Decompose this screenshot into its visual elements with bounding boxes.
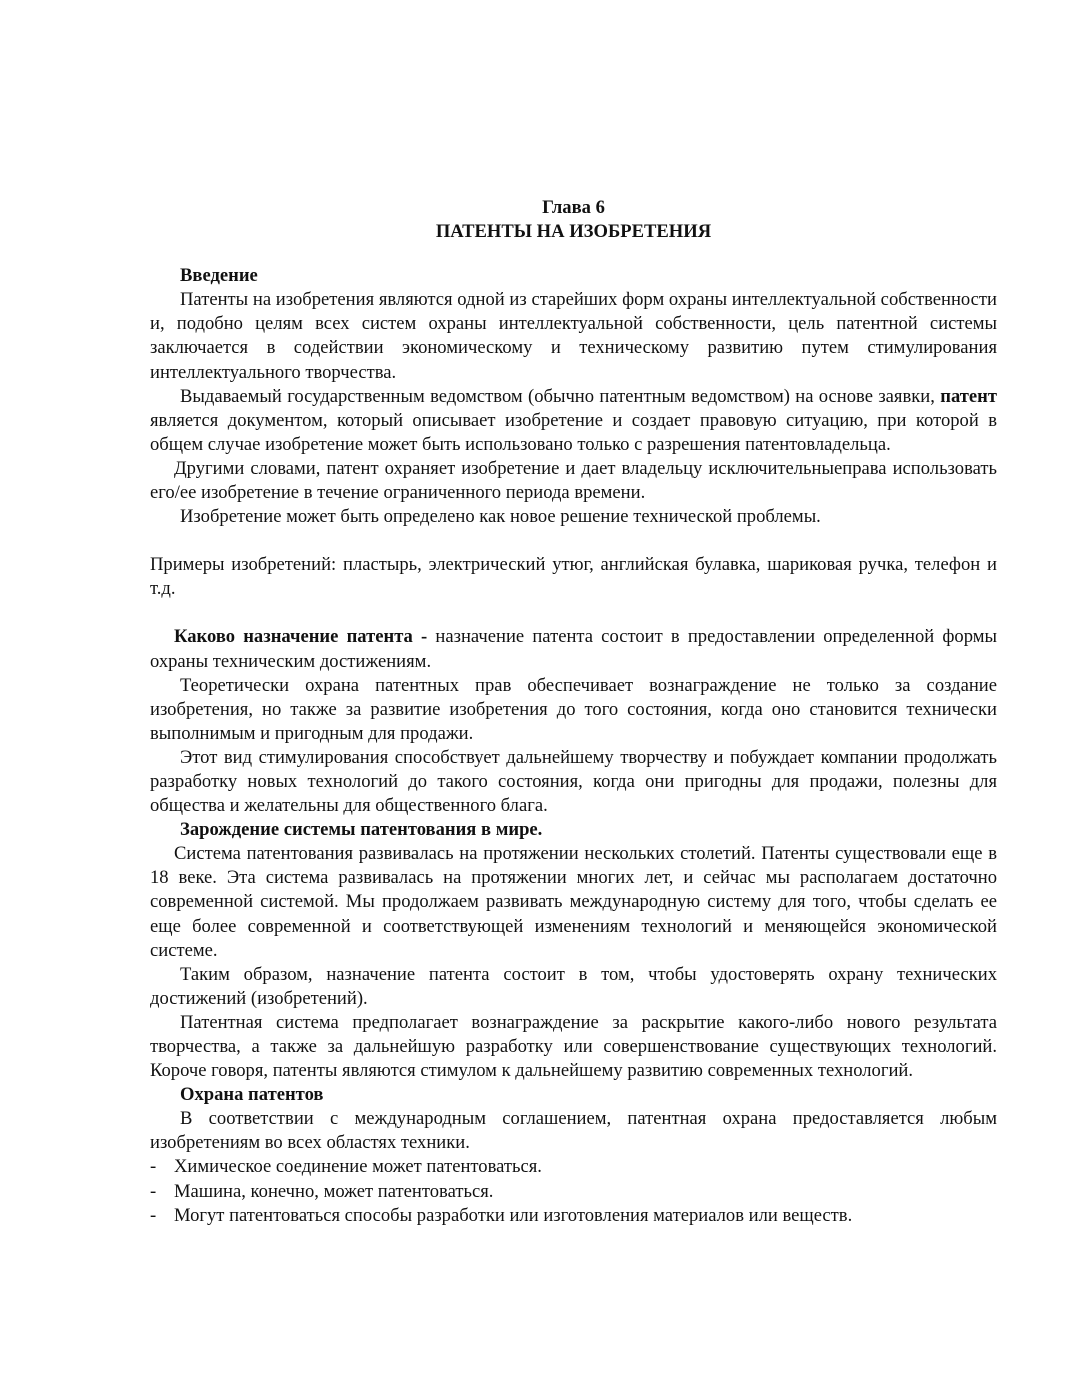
list-item	[150, 1204, 997, 1228]
chapter-title: ПАТЕНТЫ НА ИЗОБРЕТЕНИЯ	[435, 221, 712, 243]
paragraph	[150, 385, 997, 457]
paragraph: Таким образом, назначение патента состоит в том, чтобы удостоверять охрану технических достижений (изобретений).	[150, 963, 997, 1009]
list-item-text: Химическое соединение может патентоваться.	[174, 1156, 542, 1178]
chapter-number: Глава 6	[542, 197, 605, 218]
text-span: Выдаваемый государственным ведомством (обычно патентным ведомством) на основе заявки,	[180, 385, 941, 407]
paragraph	[150, 625, 997, 673]
text-span: является документом, который описывает изобретение и создает правовую ситуацию, при которой в общем случае изобретение может быть использовано только с разрешения патентовладельца.	[150, 409, 997, 455]
list-item	[150, 1155, 997, 1179]
dash-marker: -	[150, 1156, 157, 1178]
spacer	[150, 601, 997, 625]
section-heading-intro: Введение	[180, 265, 258, 287]
document-page	[150, 196, 997, 1228]
paragraph: В соответствии с международным соглашением, патентная охрана предоставляется любым изобретениям во всех областях техники.	[150, 1108, 997, 1154]
list-item-text: Могут патентоваться способы разработки или изготовления материалов или веществ.	[174, 1204, 853, 1226]
paragraph: Другими словами, патент охраняет изобретение и дает владельцу исключительныеправа использовать его/ее изобретение в течение ограниченного периода времени.	[150, 457, 997, 504]
dash-marker: -	[150, 1204, 157, 1226]
paragraph: Изобретение может быть определено как новое решение технической проблемы.	[180, 506, 821, 528]
spacer	[150, 529, 997, 553]
paragraph: Этот вид стимулирования способствует дальнейшему творчеству и побуждает компании продолжать разработку новых технологий до такого состояния, когда они пригодны для продажи, полезны для общества и желательны для общественного блага.	[150, 746, 997, 817]
bold-term: патент	[940, 385, 997, 407]
section-heading-protection: Охрана патентов	[180, 1084, 324, 1106]
list-item	[150, 1180, 997, 1204]
dash-marker: -	[150, 1180, 157, 1202]
list-item-text: Машина, конечно, может патентоваться.	[174, 1180, 494, 1202]
section-heading-origin: Зарождение системы патентования в мире.	[180, 819, 543, 841]
paragraph: Система патентования развивалась на протяжении нескольких столетий. Патенты существовали еще в 18 веке. Эта система развивалась на протяжении многих лет, и сейчас мы располагаем достаточно современной системой. Мы продолжаем развивать международную систему для того, чтобы сделать ее еще более современной и соответствующей изменениям технологий и меняющейся экономической системе.	[150, 843, 997, 961]
examples-paragraph: Примеры изобретений: пластырь, электрический утюг, английская булавка, шариковая ручка, телефон и т.д.	[150, 554, 997, 600]
text-span: назначение патента состоит в предоставлении определенной формы охраны техническим достижениям.	[150, 626, 998, 672]
bold-question: Каково назначение патента -	[174, 626, 428, 648]
dash-list	[150, 1155, 997, 1227]
paragraph: Теоретически охрана патентных прав обеспечивает вознаграждение не только за создание изобретения, но также за развитие изобретения до того состояния, когда оно становится технически выполнимым и пригодным для продажи.	[150, 674, 997, 744]
paragraph: Патенты на изобретения являются одной из старейших форм охраны интеллектуальной собственности и, подобно целям всех систем охраны интеллектуальной собственности, цель патентной системы заключается в содействии экономическому и техническому развитию путем стимулирования интеллектуального творчества.	[150, 289, 997, 383]
paragraph: Патентная система предполагает вознаграждение за раскрытие какого-либо нового результата творчества, а также за дальнейшую разработку или совершенствование существующих технологий. Короче говоря, патенты являются стимулом к дальнейшему развитию современных технологий.	[150, 1011, 997, 1082]
